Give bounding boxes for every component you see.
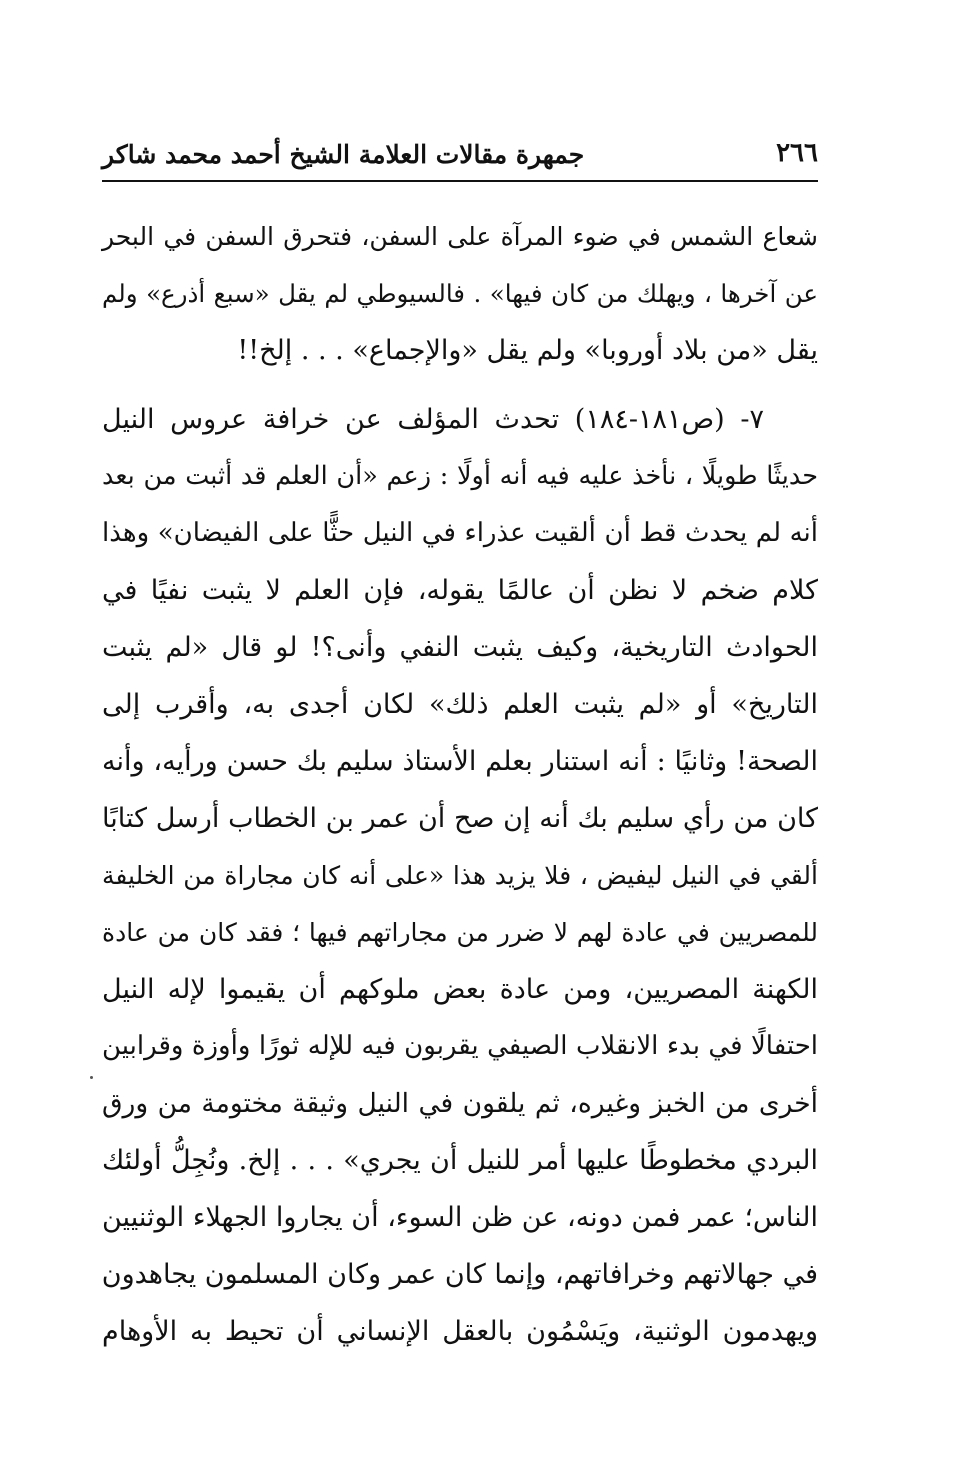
text-line: ٧- (ص١٨١-١٨٤) تحدث المؤلف عن خرافة عروس النيل [102,404,764,435]
text-line: حديثًا طويلًا ، نأخذ عليه فيه أنه أولًا : زعم «أن العلم قد أثبت من بعد [102,461,818,491]
text-line: عن آخرها ، ويهلك من كان فيها» . فالسيوطي لم يقل «سبع أذرع» ولم [102,279,818,308]
paragraph-gap [102,379,818,391]
text-line: للمصريين في عادة لهم لا ضرر من مجاراتهم فيها ؛ فقد كان من عادة [102,918,818,947]
paragraph-1 [102,208,818,379]
text-line: كلام ضخم لا نظن أن عالمًا يقوله، فإن العلم لا يثبت نفيًا في [102,575,818,606]
header-rule [102,180,818,182]
text-line: احتفالًا في بدء الانقلاب الصيفي يقربون فيه للإله ثورًا وأوزة وقرابين [102,1031,818,1061]
scan-speck [90,1076,93,1079]
page-number: ٢٦٦ [776,138,818,168]
text-line: في جهالاتهم وخرافاتهم، وإنما كان عمر وكان المسلمون يجاهدون [101,1259,818,1290]
text-line: ألقي في النيل ليفيض ، فلا يزيد هذا «على أنه كان مجاراة من الخليفة [102,861,818,890]
text-line: أخرى من الخبز وغيره، ثم يلقون في النيل وثيقة مختومة من ورق [102,1088,818,1119]
text-line: البردي مخطوطًا عليها أمر للنيل أن يجري» . . . إلخ. ونُجِلُّ أولئك [102,1145,818,1176]
paragraph-2 [102,391,818,1360]
body-text [102,208,818,1360]
text-line: الناس؛ عمر فمن دونه، عن ظن السوء، أن يجاروا الجهلاء الوثنيين [102,1202,818,1233]
page-header [102,128,818,178]
text-line: الكهنة المصريين، ومن عادة بعض ملوكهم أن يقيموا لإله النيل [102,974,818,1005]
text-line: التاريخ» أو «لم يثبت العلم ذلك» لكان أجدى به، وأقرب إلى [102,689,818,720]
text-line: الحوادث التاريخية، وكيف يثبت النفي وأنى؟! لو قال «لم يثبت [102,632,818,663]
text-line: يقل «من بلاد أوروبا» ولم يقل «والإجماع» . . . إلخ!! [237,335,818,366]
text-line: شعاع الشمس في ضوء المرآة على السفن، فتحرق السفن في البحر [102,222,818,251]
running-title: جمهرة مقالات العلامة الشيخ أحمد محمد شاكر [102,140,585,169]
text-line: أنه لم يحدث قط أن ألقيت عذراء في النيل حثًّا على الفيضان» وهذا [102,518,818,548]
text-line: ويهدمون الوثنية، ويَسْمُون بالعقل الإنساني أن تحيط به الأوهام [102,1316,818,1347]
text-line: الصحة! وثانيًا : أنه استنار بعلم الأستاذ سليم بك حسن ورأيه، وأنه [102,746,818,777]
text-line: كان من رأي سليم بك أنه إن صح أن عمر بن الخطاب أرسل كتابًا [102,803,818,834]
